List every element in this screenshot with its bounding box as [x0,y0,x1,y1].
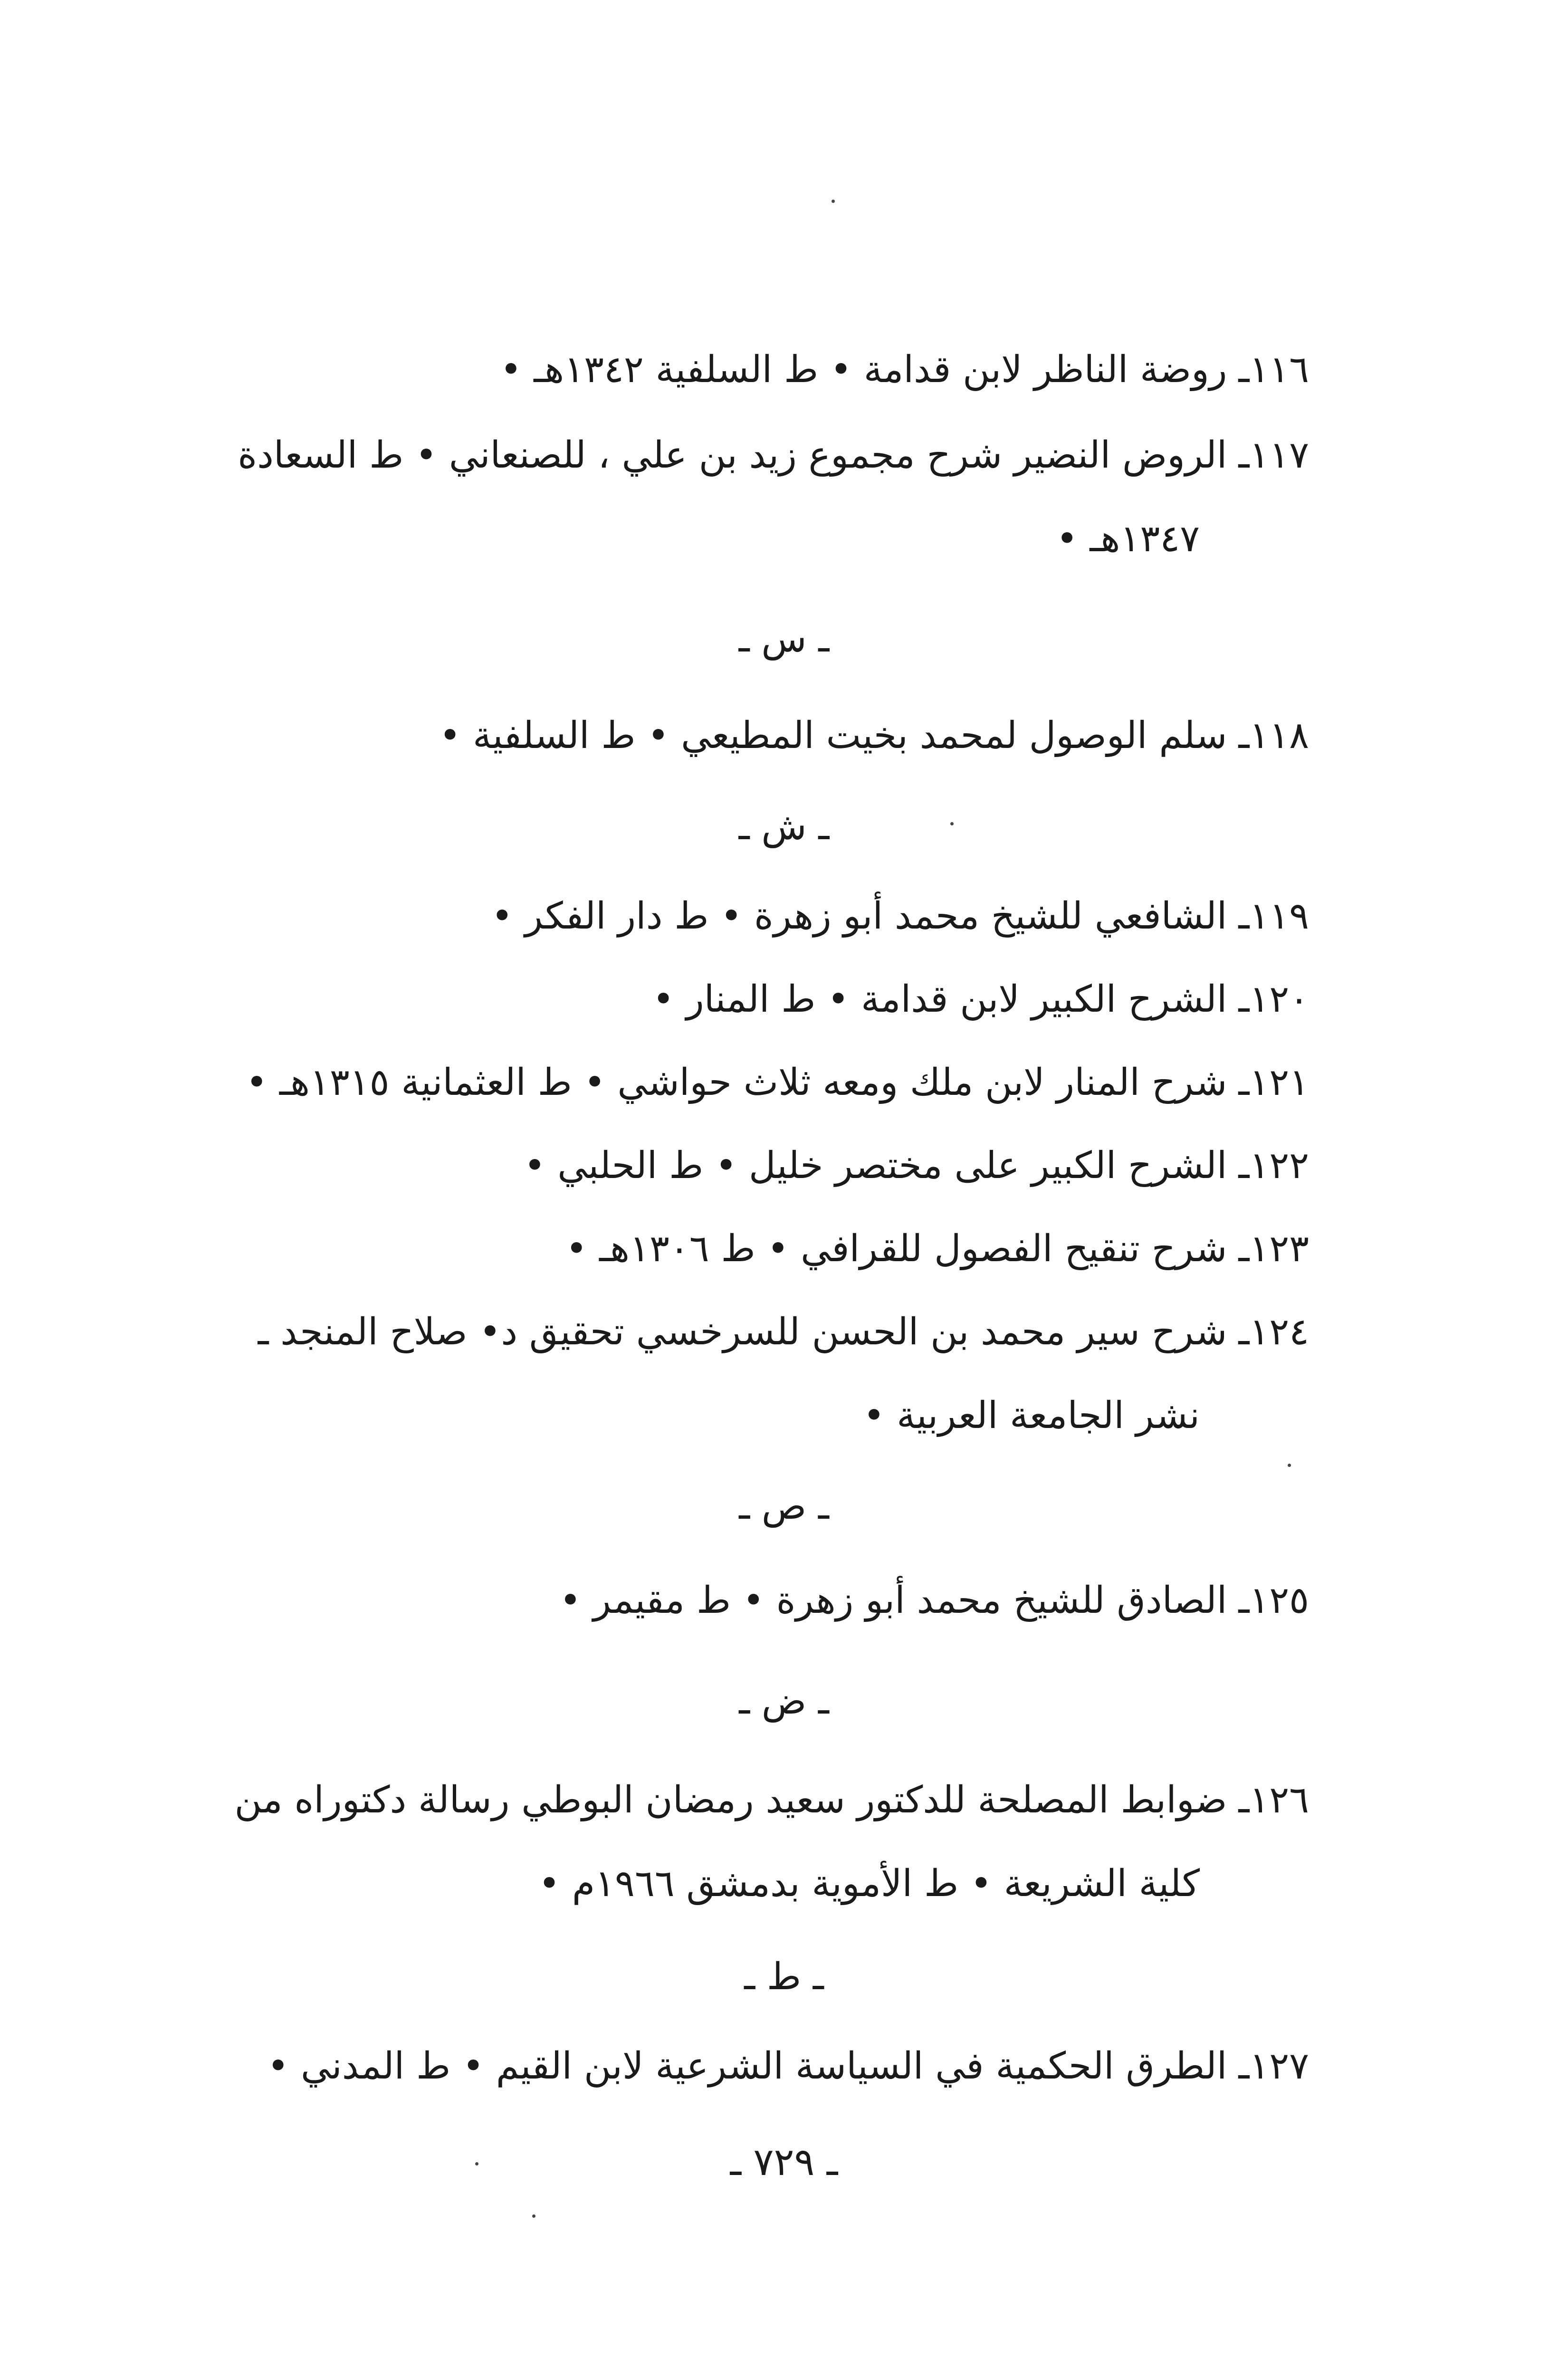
scan-speck [1288,1464,1291,1467]
entry-continuation: كلية الشريعة • ط الأموية بدمشق ١٩٦٦م • [538,1862,1200,1905]
entry-number: ١٢٤ـ [1238,1311,1309,1353]
bibliography-entry-123 [207,1207,1309,1291]
entry-text: الشرح الكبير لابن قدامة • ط المنار • [652,978,1227,1021]
entry-number: ١٢١ـ [1238,1061,1309,1104]
entry-text: شرح تنقيح الفصول للقرافي • ط ١٣٠٦هـ • [565,1227,1227,1270]
entry-number: ١٢٦ـ [1238,1779,1309,1821]
entry-text: الشافعي للشيخ محمد أبو زهرة • ط دار الفكر • [491,895,1227,938]
entry-text: روضة الناظر لابن قدامة • ط السلفية ١٣٤٢هـ • [500,348,1227,391]
entry-text: الروض النضير شرح مجموع زيد بن علي ، للصنعاني • ط السعادة [238,434,1227,477]
page-number: ـ ٧٢٩ ـ [730,2140,838,2184]
entry-text: شرح سير محمد بن الحسن للسرخسي تحقيق د• صلاح المنجد ـ [258,1311,1227,1353]
entry-number: ١٢٥ـ [1238,1579,1309,1622]
bibliography-entry-126 [207,1758,1309,1926]
bibliography-entry-127 [207,2024,1309,2108]
entry-continuation: ١٣٤٧هـ • [1056,517,1200,560]
entry-number: ١٢٢ـ [1238,1144,1309,1187]
entry-number: ١٢٣ـ [1238,1227,1309,1270]
scan-speck [475,2162,478,2165]
entry-text: سلم الوصول لمحمد بخيت المطيعي • ط السلفية • [439,714,1227,757]
bibliography-entry-117 [207,413,1309,581]
section-heading-sad: ـ ص ـ [739,1485,829,1528]
bibliography-entry-119 [207,874,1309,958]
entry-number: ١٢٠ـ [1238,978,1309,1021]
section-heading-ta: ـ ط ـ [744,1955,824,1998]
scan-speck [950,822,954,825]
bibliography-entry-125 [207,1559,1309,1642]
entry-number: ١٢٧ـ [1238,2045,1309,2088]
bibliography-entry-116 [207,328,1309,412]
bibliography-entry-120 [207,958,1309,1041]
entry-number: ١١٧ـ [1238,434,1309,477]
bibliography-entry-122 [207,1124,1309,1207]
entry-number: ١١٦ـ [1238,348,1309,391]
entry-text: ضوابط المصلحة للدكتور سعيد رمضان البوطي رسالة دكتوراه من [234,1779,1227,1821]
section-heading-sin: ـ س ـ [738,618,830,661]
entry-continuation: نشر الجامعة العربية • [863,1394,1200,1437]
scan-speck [532,2214,535,2218]
bibliography-entry-118 [207,694,1309,777]
section-heading-dad: ـ ض ـ [739,1680,829,1723]
entry-number: ١١٩ـ [1238,895,1309,938]
entry-text: شرح المنار لابن ملك ومعه ثلاث حواشي • ط العثمانية ١٣١٥هـ • [246,1061,1227,1104]
entry-text: الصادق للشيخ محمد أبو زهرة • ط مقيمر • [559,1579,1227,1622]
bibliography-entry-121 [207,1041,1309,1124]
entry-text: الطرق الحكمية في السياسة الشرعية لابن القيم • ط المدني • [267,2045,1227,2088]
entry-text: الشرح الكبير على مختصر خليل • ط الحلبي • [524,1144,1227,1187]
bibliography-entry-124 [207,1290,1309,1457]
entry-number: ١١٨ـ [1238,714,1309,757]
section-heading-shin: ـ ش ـ [738,805,830,848]
scan-speck [832,200,835,203]
